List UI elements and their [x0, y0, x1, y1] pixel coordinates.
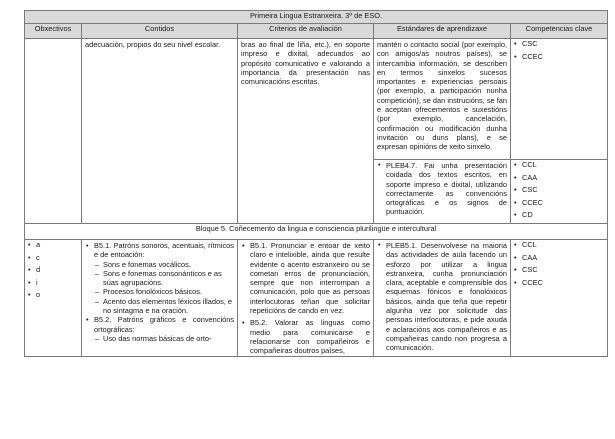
table-title-row: [25, 11, 608, 24]
criterios-content: [241, 240, 370, 356]
list-item: • o: [28, 290, 78, 299]
estandar-cell: [374, 39, 511, 160]
criterios-cell: [238, 39, 374, 224]
estandar-cell: [374, 239, 511, 356]
list-item: • CSC: [514, 39, 604, 48]
list-item: • CSC: [514, 185, 604, 194]
header-obxectivos: Obxectivos: [25, 24, 82, 39]
curriculum-table: [24, 10, 608, 357]
estandar-text: • PLEB5.1. Desenvolvese na maioria das actividades de aula facendo un esforzo por utilizar a lingua estranxeira, cunha pronunciación clara, aceptable e comprensible dos esquemas fónicos e fonolóxicos básicos, ainda que teña que repetir algunha vez por solicitude das persoas interlocutoras, e pide axuda e aclaracións aos compañeiros e as compañeiras cando non progresa a comunicación.: [377, 240, 507, 353]
contidos-b2-list: [85, 334, 234, 343]
table-row: [25, 239, 608, 356]
block-row: [25, 223, 608, 239]
list-item: • c: [28, 253, 78, 262]
competencias-list: [514, 39, 604, 61]
competencias-cell: [511, 160, 608, 224]
list-item: • CAA: [514, 173, 604, 182]
header-contidos: Contidos: [82, 24, 238, 39]
list-item: – Uso das normas básicas de orto-: [95, 334, 234, 343]
competencias-cell: [511, 239, 608, 356]
header-competencias: Competencias clave: [511, 24, 608, 39]
list-item: • CCEC: [514, 278, 604, 287]
list-item: • CAA: [514, 253, 604, 262]
contidos-b1-list: [85, 260, 234, 316]
list-item: – Sons e fonemas consonánticos e as súas agrupacións.: [95, 269, 234, 288]
obxectivos-list: [28, 240, 78, 300]
criterios-cell: [238, 239, 374, 356]
estandar-text: • PLEB4.7. Fai unha presentación coidada dos textos escritos, en soporte impreso e dixital, utilizando correctamente as convencións ortográficas e os signos de puntuación.: [377, 160, 507, 217]
obxectivos-cell: [25, 239, 82, 356]
list-item: • i: [28, 278, 78, 287]
criterios-b2: • B5.2. Valorar as linguas como medio para comunicarse e relacionarse con compañeiros e compañeiras doutros países,: [241, 318, 370, 355]
competencias-cell: [511, 39, 608, 160]
criterios-b1: • B5.1. Pronunciar e entoar de xeito claro e intelixible, ainda que resulte evidente o acento estranxeiro ou se cometan erros de pronunciación, sempre que non interrompan a comunicación, polo que as persoas interlocutoras teñan que solicitar repeticións de cando en vez.: [241, 241, 370, 315]
contidos-b1: • B5.1. Patróns sonoros, acentuais, rítmicos e de entoación:: [85, 241, 234, 260]
list-item: • a: [28, 240, 78, 249]
list-item: – Acento dos elementos léxicos illados, e no sintagma e na oración.: [95, 297, 234, 316]
list-item: • CCL: [514, 160, 604, 169]
list-item: • d: [28, 265, 78, 274]
list-item: • CCL: [514, 240, 604, 249]
contidos-text: adecuación, propios do seu nivel escolar.: [85, 40, 221, 49]
contidos-b2: • B5.2. Patróns gráficos e convencións ortográficas:: [85, 315, 234, 334]
estandar-cell: [374, 160, 511, 224]
estandar-text: mantén o contacto social (por exemplo, con amigos/as noutros países), se intercambia información, se describen en termos sinxelos sucesos importantes e experiencias persoais (por exemplo, a participación nunha competición), se dan instrucións, se fan e aceptan ofrecementos e suxestións (por exemplo, cancelación, confirmación ou modificación dunha invitación ou duns plans), e se expresan opinións de xeito sinxelo.: [377, 40, 507, 152]
table-title: Primeira Lingua Estranxeira. 3º de ESO.: [25, 11, 608, 24]
list-item: • CCEC: [514, 52, 604, 61]
contidos-cell: [82, 39, 238, 224]
block-title: Bloque 5. Coñecemento da lingua e consciencia plurilingüe e intercultural: [25, 223, 608, 239]
list-item: • CD: [514, 210, 604, 219]
competencias-list: [514, 240, 604, 287]
contidos-content: [85, 240, 234, 343]
list-item: – Procesos fonolóxicos básicos.: [95, 287, 234, 296]
header-estandares: Estándares de aprendizaxe: [374, 24, 511, 39]
criterios-text: bras ao final de liña, etc.), en soporte impreso e dixital, adecuados ao propósito comunicativo e valorando a importancia da presentación nas comunicacións escritas.: [241, 40, 370, 87]
list-item: • CSC: [514, 265, 604, 274]
list-item: • CCEC: [514, 198, 604, 207]
obxectivos-cell: [25, 39, 82, 224]
table-header-row: [25, 24, 608, 39]
list-item: – Sons e fonemas vocálicos.: [95, 260, 234, 269]
table-row: [25, 39, 608, 160]
header-criterios: Criterios de avaliación: [238, 24, 374, 39]
contidos-cell: [82, 239, 238, 356]
competencias-list: [514, 160, 604, 220]
